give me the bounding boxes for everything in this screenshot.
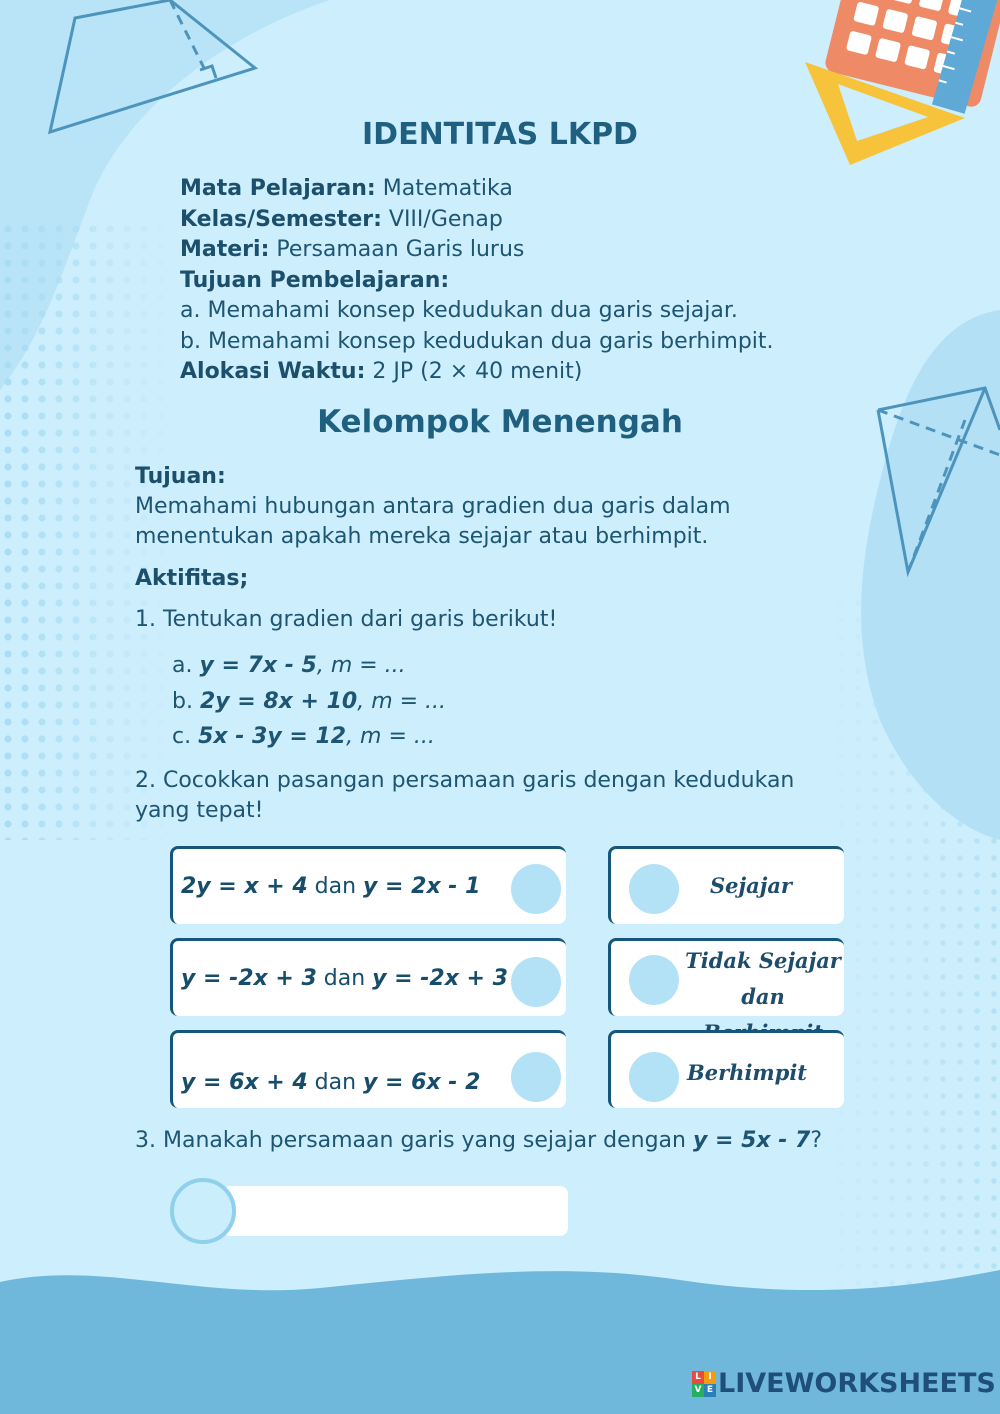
goal-a: a. Memahami konsep kedudukan dua garis sejajar. xyxy=(180,298,738,323)
match-pair-3 xyxy=(170,1030,566,1108)
pair-left-equation: 2y = x + 4 xyxy=(181,874,308,899)
q1-item-suffix: , m = ... xyxy=(357,688,447,714)
q3-suffix: ? xyxy=(810,1128,823,1153)
q3-equation: y = 5x - 7 xyxy=(692,1128,811,1153)
material-row xyxy=(180,235,774,266)
liveworksheets-logo xyxy=(692,1368,996,1399)
pair-text xyxy=(181,849,480,924)
q3-prompt xyxy=(135,1128,822,1153)
answer-card-1 xyxy=(608,846,844,924)
pair-right-equation: y = 6x - 2 xyxy=(363,1070,481,1095)
q1-item-prefix: c. xyxy=(172,724,199,749)
time-label: Alokasi Waktu: xyxy=(180,359,366,384)
match-pair-1 xyxy=(170,846,566,924)
liveworksheets-mark-icon xyxy=(692,1371,716,1397)
purpose-section xyxy=(135,462,731,552)
answer-card-3 xyxy=(608,1030,844,1108)
goal-b: b. Memahami konsep kedudukan dua garis berhimpit. xyxy=(180,328,774,354)
answer-line-2: dan xyxy=(741,984,785,1009)
purpose-label: Tujuan: xyxy=(135,464,226,489)
time-row xyxy=(180,357,774,388)
match-point-left-1[interactable] xyxy=(511,864,561,914)
answer-line-1: Sejajar xyxy=(709,873,792,898)
q1-items xyxy=(172,648,446,755)
pair-right-equation: y = 2x - 1 xyxy=(363,874,481,899)
answer-text xyxy=(691,868,811,904)
q3-prompt-text: 3. Manakah persamaan garis yang sejajar dengan xyxy=(135,1128,693,1153)
material-label: Materi: xyxy=(180,237,270,262)
goals-row xyxy=(180,266,774,297)
q2-prompt xyxy=(135,766,794,826)
activities-label: Aktifitas; xyxy=(135,566,249,591)
identity-title: IDENTITAS LKPD xyxy=(362,117,638,152)
pair-left-equation: y = 6x + 4 xyxy=(181,1070,308,1095)
subject-row xyxy=(180,174,774,205)
q1-item-prefix: a. xyxy=(172,653,200,678)
q1-item-equation: y = 7x - 5 xyxy=(199,653,317,678)
q1-item-b xyxy=(172,684,446,720)
match-point-right-2[interactable] xyxy=(629,955,679,1005)
match-point-left-3[interactable] xyxy=(511,1052,561,1102)
subject-value: Matematika xyxy=(382,176,513,201)
q1-item-equation: 5x - 3y = 12 xyxy=(198,724,347,749)
q1-item-suffix: , m = ... xyxy=(316,653,406,678)
pair-right-equation: y = -2x + 3 xyxy=(372,966,508,991)
liveworksheets-brand: LIVEWORKSHEETS xyxy=(718,1368,996,1399)
group-title: Kelompok Menengah xyxy=(317,404,683,440)
mark-letter: V xyxy=(692,1384,704,1397)
material-value: Persamaan Garis lurus xyxy=(276,237,525,262)
answer-line-1: Berhimpit xyxy=(687,1060,808,1085)
class-row xyxy=(180,205,774,236)
goals-label: Tujuan Pembelajaran: xyxy=(180,267,450,293)
q1-item-equation: 2y = 8x + 10 xyxy=(199,688,358,714)
pair-connector: dan xyxy=(307,1070,364,1095)
pair-connector: dan xyxy=(316,966,373,991)
mark-letter: I xyxy=(704,1371,716,1384)
time-value: 2 JP (2 × 40 menit) xyxy=(372,359,583,384)
pair-text xyxy=(181,1033,480,1120)
q2-prompt-line-2: yang tepat! xyxy=(135,798,264,823)
answer-line-1: Tidak Sejajar xyxy=(685,948,841,973)
pair-text xyxy=(181,941,508,1016)
purpose-line-2: menentukan apakah mereka sejajar atau berhimpit. xyxy=(135,524,709,549)
match-point-left-2[interactable] xyxy=(511,957,561,1007)
q1-prompt: 1. Tentukan gradien dari garis berikut! xyxy=(135,607,558,632)
answer-text xyxy=(687,1055,808,1091)
answer-card-2 xyxy=(608,938,844,1016)
q1-item-prefix: b. xyxy=(172,688,200,714)
match-point-right-1[interactable] xyxy=(629,864,679,914)
q2-prompt-line-1: 2. Cocokkan pasangan persamaan garis dengan kedudukan xyxy=(135,768,795,793)
class-value: VIII/Genap xyxy=(388,206,503,232)
match-point-right-3[interactable] xyxy=(629,1052,679,1102)
pair-connector: dan xyxy=(307,874,364,899)
q1-item-suffix: , m = ... xyxy=(346,724,435,749)
q3-answer-marker[interactable] xyxy=(170,1178,236,1244)
mark-letter: E xyxy=(704,1384,716,1397)
identity-info xyxy=(180,174,774,388)
q3-answer-input[interactable] xyxy=(222,1186,568,1236)
q1-item-a xyxy=(172,648,446,684)
q1-item-c xyxy=(172,719,446,755)
subject-label: Mata Pelajaran: xyxy=(180,176,376,201)
purpose-line-1: Memahami hubungan antara gradien dua garis dalam xyxy=(135,494,731,519)
pair-left-equation: y = -2x + 3 xyxy=(181,966,317,991)
mark-letter: L xyxy=(692,1371,704,1384)
match-pair-2 xyxy=(170,938,566,1016)
class-label: Kelas/Semester: xyxy=(180,206,382,232)
